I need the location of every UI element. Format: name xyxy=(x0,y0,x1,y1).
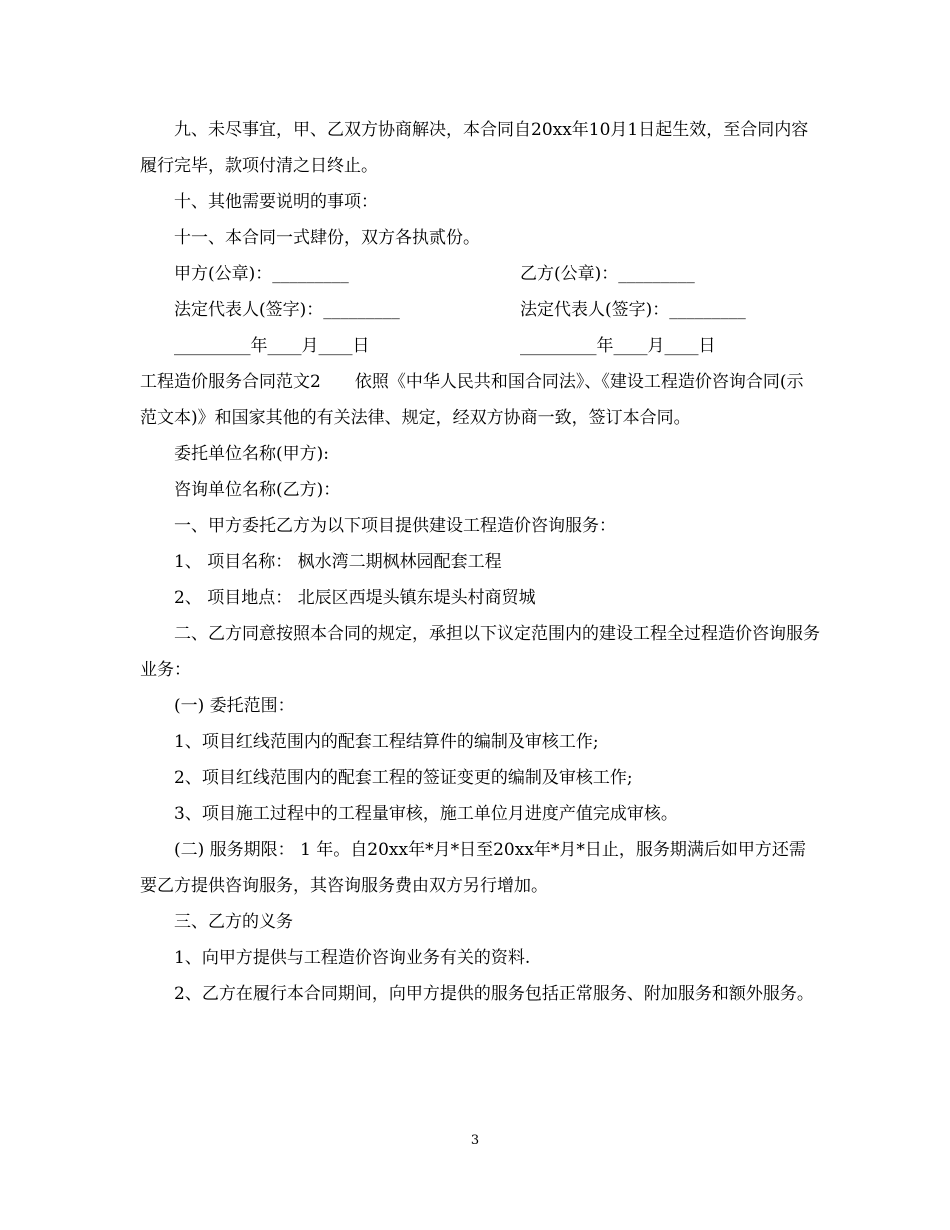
party-b-date: _________年____月____日 xyxy=(520,336,716,356)
obligation-item-1: 1、向甲方提供与工程造价咨询业务有关的资料. xyxy=(174,948,531,968)
clause-1: 一、甲方委托乙方为以下项目提供建设工程造价咨询服务： xyxy=(174,516,616,536)
scope-item-1: 1、项目红线范围内的配套工程结算件的编制及审核工作; xyxy=(174,732,599,752)
document-body xyxy=(140,112,820,1012)
party-a-seal: 甲方(公章)：_________ xyxy=(174,264,349,284)
scope-item-3: 3、项目施工过程中的工程量审核，施工单位月进度产值完成审核。 xyxy=(174,804,678,824)
project-name: 1、 项目名称： 枫水湾二期枫林园配套工程 xyxy=(174,552,502,572)
scope-item-2: 2、项目红线范围内的配套工程的签证变更的编制及审核工作; xyxy=(174,768,633,788)
page-number: 3 xyxy=(470,1133,480,1148)
consultant-name: 咨询单位名称(乙方)： xyxy=(174,480,341,500)
clause-9: 九、未尽事宜，甲、乙双方协商解决，本合同自20xx年10月1日起生效，至合同内容履行完毕，款项付清之日终止。 xyxy=(140,120,809,176)
clause-11: 十一、本合同一式肆份，双方各执贰份。 xyxy=(174,228,480,248)
client-name: 委托单位名称(甲方): xyxy=(174,444,329,464)
service-period: (二) 服务期限： 1 年。自20xx年*月*日至20xx年*月*日止，服务期满后如甲方还需要乙方提供咨询服务，其咨询服务费由双方另行增加。 xyxy=(140,840,806,896)
clause-2: 二、乙方同意按照本合同的规定，承担以下议定范围内的建设工程全过程造价咨询服务业务： xyxy=(140,624,820,680)
party-a-representative: 法定代表人(签字)：_________ xyxy=(174,300,400,320)
contract-2-heading-paragraph: 工程造价服务合同范文2 依照《中华人民共和国合同法》、《建设工程造价咨询合同(示范文本)》和国家其他的有关法律、规定，经双方协商一致，签订本合同。 xyxy=(140,372,804,428)
party-b-seal: 乙方(公章)：_________ xyxy=(520,264,695,284)
project-location: 2、 项目地点： 北辰区西堤头镇东堤头村商贸城 xyxy=(174,588,536,608)
party-b-representative: 法定代表人(签字)：_________ xyxy=(520,300,746,320)
signature-representative-row xyxy=(140,292,820,328)
signature-date-row xyxy=(140,328,820,364)
obligation-item-2: 2、乙方在履行本合同期间，向甲方提供的服务包括正常服务、附加服务和额外服务。 xyxy=(174,984,814,1004)
party-a-date: _________年____月____日 xyxy=(174,336,370,356)
signature-seal-row xyxy=(140,256,820,292)
clause-10: 十、其他需要说明的事项： xyxy=(174,192,378,212)
entrust-scope-heading: (一) 委托范围： xyxy=(174,696,295,716)
clause-3-heading: 三、乙方的义务 xyxy=(174,912,293,932)
